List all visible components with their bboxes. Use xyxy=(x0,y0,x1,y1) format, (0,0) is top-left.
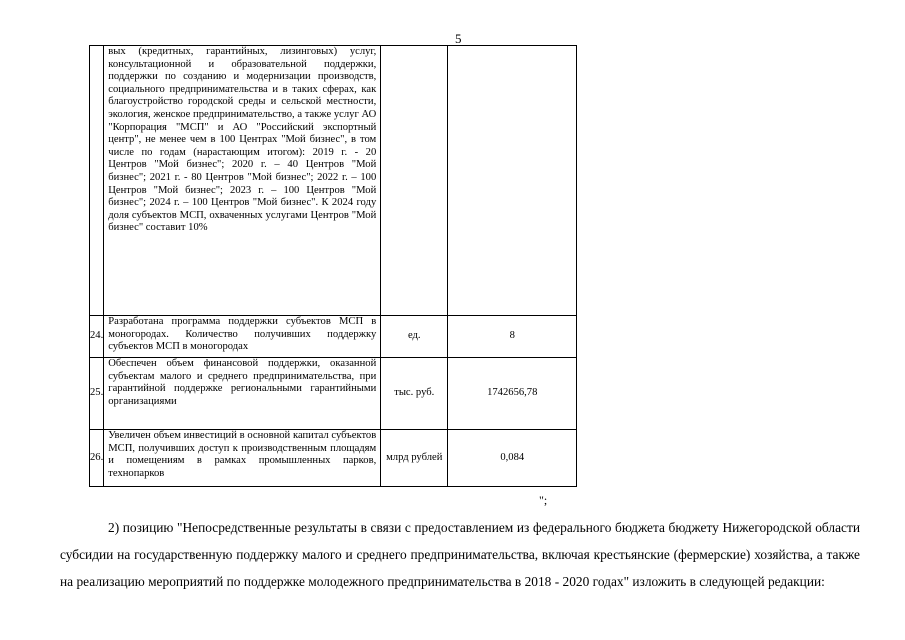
row-description-text: вых (кредитных, гарантийных, лизинговых) услуг, консультационной и образовательной поддержки, поддержки по созданию и модернизации производств, социального предпринимательства и в таких сферах, как благоустройство городской среды и сельской местности, экология, женское предпринимательство, а также услуг АО "Корпорация "МСП" и АО "Российский экспортный центр", не менее чем в 100 Центрах "Мой бизнес", в том числе по годам (нарастающим итогом): 2019 г. - 20 Центров "Мой бизнес"; 2020 г. – 40 Центров "Мой бизнес"; 2021 г. - 80 Центров "Мой бизнес"; 2022 г. – 100 Центров "Мой бизнес"; 2023 г. – 100 Центров "Мой бизнес"; 2024 г. – 100 Центров "Мой бизнес". К 2024 году доля субъектов МСП, охваченных услугами Центров "Мой бизнес" составит 10% xyxy=(108,46,377,234)
row-number: 26. xyxy=(90,430,104,487)
row-unit: ед. xyxy=(381,316,448,358)
row-unit: тыс. руб. xyxy=(381,358,448,430)
row-value: 0,084 xyxy=(448,430,577,487)
row-unit xyxy=(381,46,448,316)
page-number: 5 xyxy=(455,31,462,46)
row-value: 1742656,78 xyxy=(448,358,577,430)
row-unit: млрд рублей xyxy=(381,430,448,487)
results-table xyxy=(89,45,577,487)
table-row xyxy=(90,358,577,430)
row-description-text: Увеличен объем инвестиций в основной капитал субъектов МСП, получивших доступ к производственным площадям и помещениям в рамках промышленных парков, технопарков xyxy=(108,430,377,479)
row-number: 25. xyxy=(90,358,104,430)
row-number xyxy=(90,46,104,316)
table-row xyxy=(90,46,577,316)
amendment-paragraph-text: 2) позицию "Непосредственные результаты в связи с предоставлением из федерального бюджета бюджету Нижегородской области субсидии на государственную поддержку малого и среднего предпринимательства, включая крестьянские (фермерские) хозяйства, а также на реализацию мероприятий по поддержке молодежного предпринимательства в 2018 - 2020 годах" изложить в следующей редакции: xyxy=(60,520,860,589)
row-description xyxy=(104,430,381,487)
row-description xyxy=(104,358,381,430)
row-description-text: Обеспечен объем финансовой поддержки, оказанной субъектам малого и среднего предпринимательства, при гарантийной поддержке региональными гарантийными организациями xyxy=(108,358,377,407)
row-value: 8 xyxy=(448,316,577,358)
row-description-text: Разработана программа поддержки субъектов МСП в моногородах. Количество получивших поддержку субъектов МСП в моногородах xyxy=(108,316,377,353)
table-row xyxy=(90,430,577,487)
row-number: 24. xyxy=(90,316,104,358)
closing-quote: "; xyxy=(539,493,548,507)
amendment-paragraph xyxy=(60,514,860,595)
table-row xyxy=(90,316,577,358)
row-description xyxy=(104,316,381,358)
row-description xyxy=(104,46,381,316)
row-value xyxy=(448,46,577,316)
